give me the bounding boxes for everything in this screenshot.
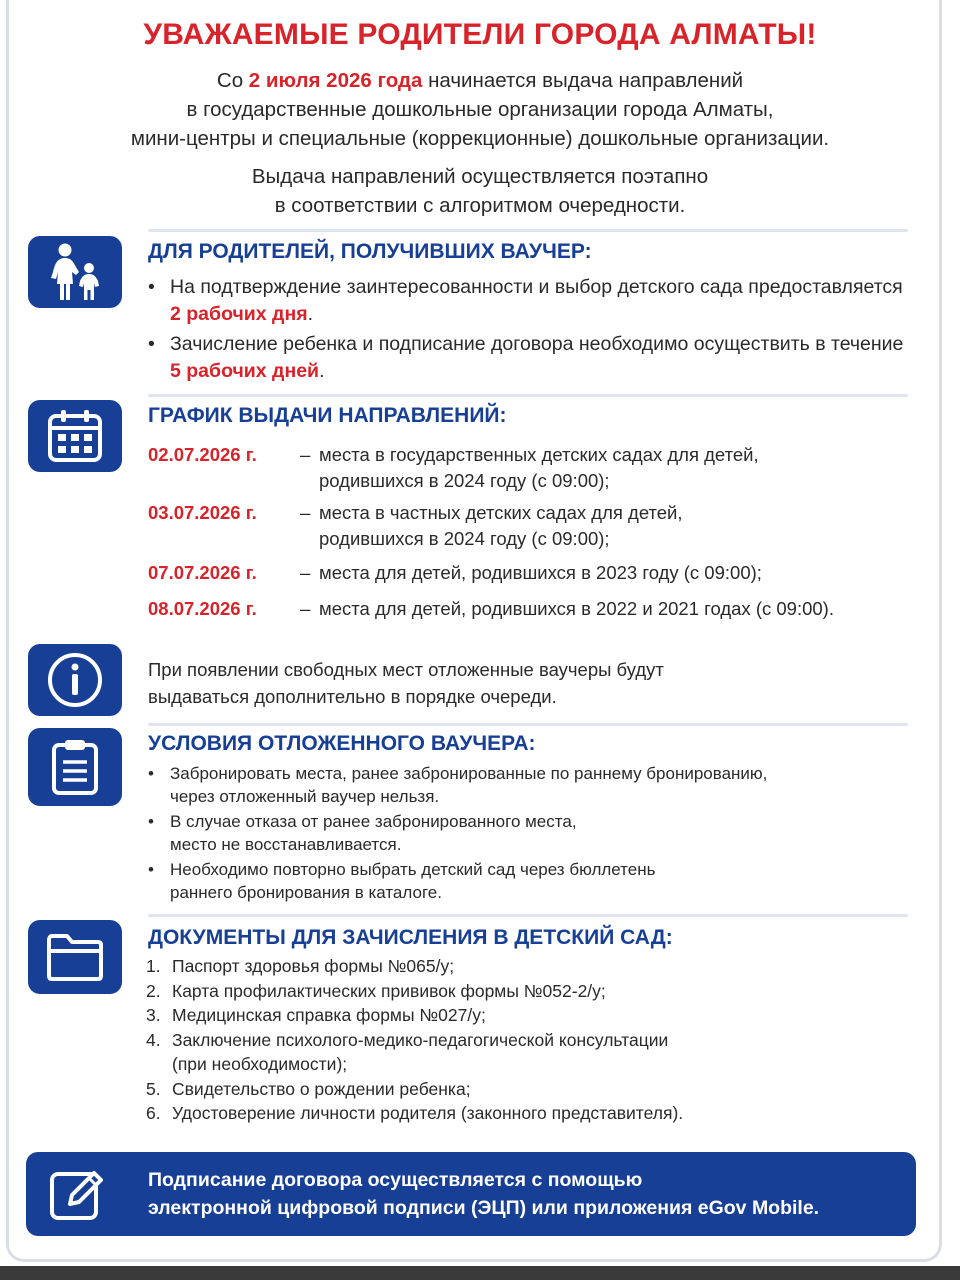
schedule-date: 07.07.2026 г. xyxy=(148,562,257,583)
folder-icon xyxy=(45,932,105,982)
intro-text xyxy=(20,66,940,153)
list-item: • Зачисление ребенка и подписание договора необходимо осуществить в течение 5 рабочих дней. xyxy=(148,331,908,385)
footer-text: Подписание договора осуществляется с помощью электронной цифровой подписи (ЭЦП) или приложения eGov Mobile. xyxy=(148,1169,820,1219)
footer-banner xyxy=(26,1152,916,1236)
parent-child-icon xyxy=(43,242,107,302)
list-item: 3. Медицинская справка формы №027/у; xyxy=(146,1005,486,1025)
bottom-bar xyxy=(0,1266,960,1280)
deferred-bullets xyxy=(148,762,908,906)
list-item: 1. Паспорт здоровья формы №065/у; xyxy=(146,956,455,976)
schedule-section-title: ГРАФИК ВЫДАЧИ НАПРАВЛЕНИЙ: xyxy=(148,404,507,427)
voucher-icon-box xyxy=(28,236,122,308)
info-text: При появлении свободных мест отложенные ваучеры будут выдаваться дополнительно в порядке очереди. xyxy=(148,659,664,707)
page-title: УВАЖАЕМЫЕ РОДИТЕЛИ ГОРОДА АЛМАТЫ! xyxy=(143,18,817,51)
divider xyxy=(148,723,908,726)
divider xyxy=(148,229,908,232)
documents-icon-box xyxy=(28,920,122,994)
intro-stages-text: Выдача направлений осуществляется поэтапно в соответствии с алгоритмом очередности. xyxy=(251,165,709,217)
info-icon-box xyxy=(28,644,122,716)
divider xyxy=(148,394,908,397)
intro-line-1: Со 2 июля 2026 года начинается выдача направлений xyxy=(216,69,744,92)
edit-signature-icon xyxy=(48,1164,110,1229)
info-icon xyxy=(45,650,105,710)
clipboard-icon xyxy=(50,737,100,797)
list-item: • Необходимо повторно выбрать детский сад через бюллетень раннего бронирования в каталоге. xyxy=(148,858,908,904)
documents-section-title: ДОКУМЕНТЫ ДЛЯ ЗАЧИСЛЕНИЯ В ДЕТСКИЙ САД: xyxy=(148,926,673,949)
list-item: 5. Свидетельство о рождении ребенка; xyxy=(146,1078,471,1099)
list-item: • Забронировать места, ранее забронированные по раннему бронированию, через отложенный ваучер нельзя. xyxy=(148,762,908,808)
schedule-date: 03.07.2026 г. xyxy=(148,502,257,523)
divider xyxy=(148,914,908,917)
highlight-5-days: 5 рабочих дней xyxy=(170,360,320,382)
documents-list xyxy=(146,954,906,1126)
schedule-icon-box xyxy=(28,400,122,472)
list-item: 6. Удостоверение личности родителя (законного представителя). xyxy=(146,1103,684,1123)
schedule-date: 02.07.2026 г. xyxy=(148,444,257,465)
list-item: • На подтверждение заинтересованности и выбор детского сада предоставляется 2 рабочих дня. xyxy=(148,274,908,328)
list-item: 4. Заключение психолого-медико-педагогической консультации (при необходимости); xyxy=(146,1029,669,1074)
list-item: • В случае отказа от ранее забронированного места, место не восстанавливается. xyxy=(148,810,908,856)
list-item: 2. Карта профилактических прививок формы №052-2/у; xyxy=(146,980,606,1001)
highlight-2-days: 2 рабочих дня xyxy=(170,303,308,325)
voucher-bullets xyxy=(148,274,908,388)
intro-line-3: мини-центры и специальные (коррекционные) дошкольные организации. xyxy=(130,127,830,150)
calendar-icon xyxy=(46,408,104,464)
deferred-icon-box xyxy=(28,728,122,806)
voucher-section-title: ДЛЯ РОДИТЕЛЕЙ, ПОЛУЧИВШИХ ВАУЧЕР: xyxy=(148,240,592,263)
schedule-date: 08.07.2026 г. xyxy=(148,598,257,619)
intro-date: 2 июля 2026 года xyxy=(248,69,423,92)
intro-line-2: в государственные дошкольные организации города Алматы, xyxy=(186,98,774,121)
deferred-section-title: УСЛОВИЯ ОТЛОЖЕННОГО ВАУЧЕРА: xyxy=(148,732,536,755)
